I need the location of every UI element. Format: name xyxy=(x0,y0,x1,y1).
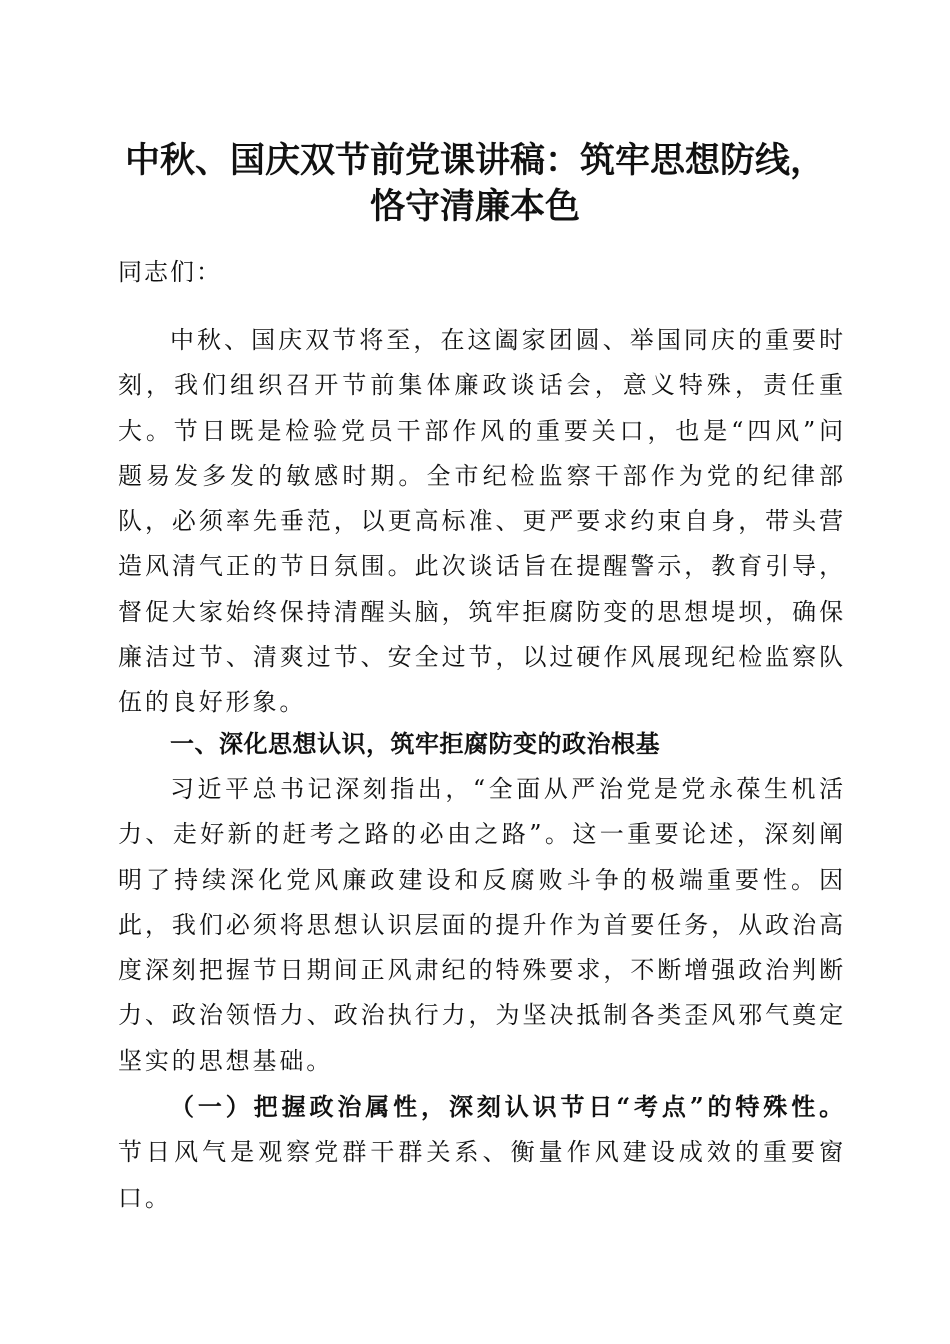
document-title-line-2: 恪守清廉本色 xyxy=(369,186,580,227)
subsection-heading-1: （一）把握政治属性，深刻认识节日“考点”的特殊性。 xyxy=(170,1092,846,1121)
section-heading-1: 一、深化思想认识，筑牢拒腐防变的政治根基 xyxy=(170,730,660,758)
paragraph-section-1: 习近平总书记深刻指出，“全面从严治党是党永葆生机活力、走好新的赶考之路的必由之路”。这一重要论述，深刻阐明了持续深化党风廉政建设和反腐败斗争的极端重要性。因此，我们必须将思想认识层面的提升作为首要任务，从政治高度深刻把握节日期间正风肃纪的特殊要求，不断增强政治判断力、政治领悟力、政治执行力，为坚决抵制各类歪风邪气奠定坚实的思想基础。 xyxy=(118,775,846,1075)
paragraph-intro: 中秋、国庆双节将至，在这阖家团圆、举国同庆的重要时刻，我们组织召开节前集体廉政谈话会，意义特殊，责任重大。节日既是检验党员干部作风的重要关口，也是“四风”问题易发多发的敏感时期。全市纪检监察干部作为党的纪律部队，必须率先垂范，以更高标准、更严要求约束自身，带头营造风清气正的节日氛围。此次谈话旨在提醒警示，教育引导，督促大家始终保持清醒头脑，筑牢拒腐防变的思想堤坝，确保廉洁过节、清爽过节、安全过节，以过硬作风展现纪检监察队伍的良好形象。 xyxy=(118,326,846,717)
subsection-text-1: 节日风气是观察党群干群关系、衡量作风建设成效的重要窗口。 xyxy=(118,1138,846,1212)
paragraph-subsection-1 xyxy=(118,1084,846,1221)
salutation: 同志们： xyxy=(118,258,222,286)
document-title-line-1: 中秋、国庆双节前党课讲稿：筑牢思想防线， xyxy=(124,140,825,181)
